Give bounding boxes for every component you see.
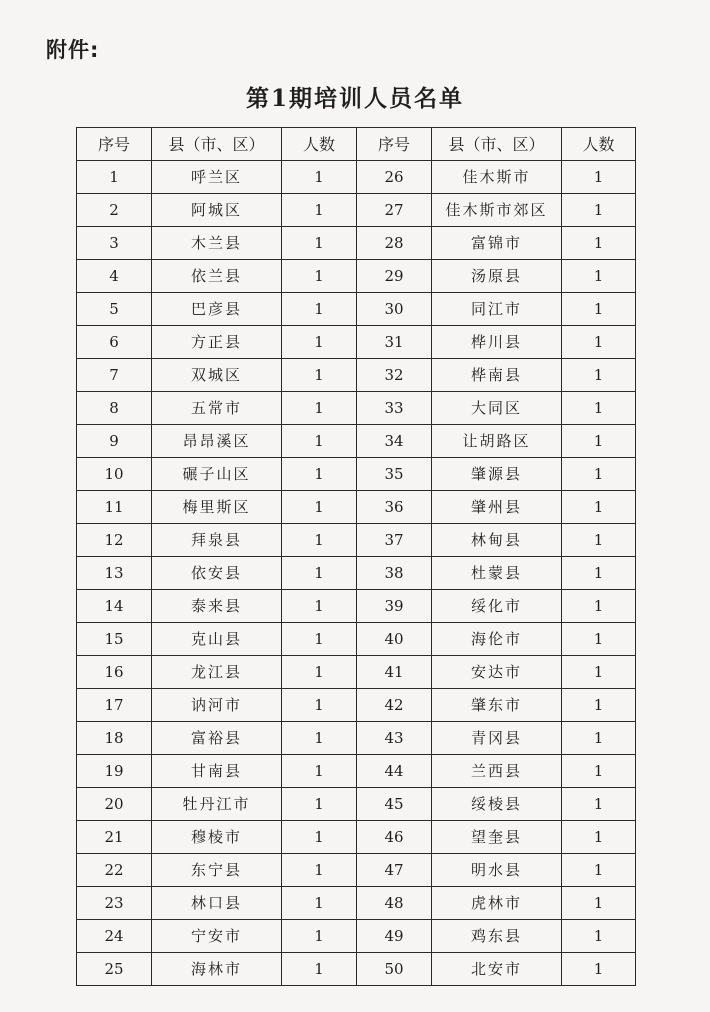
headcount-cell: 1 <box>282 788 357 821</box>
headcount-cell: 1 <box>282 854 357 887</box>
serial-no-cell: 43 <box>357 722 432 755</box>
headcount-cell: 1 <box>282 458 357 491</box>
headcount-cell: 1 <box>562 227 636 260</box>
county-cell: 方正县 <box>152 326 282 359</box>
county-cell: 桦川县 <box>432 326 562 359</box>
document-title: 第1期培训人员名单 <box>245 85 464 112</box>
serial-no-cell: 31 <box>357 326 432 359</box>
county-cell: 泰来县 <box>152 590 282 623</box>
serial-no-cell: 3 <box>77 227 152 260</box>
headcount-cell: 1 <box>282 920 357 953</box>
county-cell: 林甸县 <box>432 524 562 557</box>
serial-no-cell: 21 <box>77 821 152 854</box>
table-row <box>77 755 636 788</box>
county-cell: 牡丹江市 <box>152 788 282 821</box>
headcount-cell: 1 <box>562 161 636 194</box>
table-row <box>77 227 636 260</box>
headcount-cell: 1 <box>562 458 636 491</box>
table-row <box>77 887 636 920</box>
table-row <box>77 392 636 425</box>
serial-no-cell: 12 <box>77 524 152 557</box>
county-cell: 望奎县 <box>432 821 562 854</box>
county-cell: 虎林市 <box>432 887 562 920</box>
table-header-row <box>77 128 636 161</box>
table-row <box>77 821 636 854</box>
county-cell: 肇源县 <box>432 458 562 491</box>
serial-no-cell: 6 <box>77 326 152 359</box>
serial-no-cell: 29 <box>357 260 432 293</box>
table-row <box>77 458 636 491</box>
headcount-cell: 1 <box>562 392 636 425</box>
serial-no-cell: 11 <box>77 491 152 524</box>
county-cell: 让胡路区 <box>432 425 562 458</box>
headcount-cell: 1 <box>282 524 357 557</box>
county-cell: 克山县 <box>152 623 282 656</box>
table-row <box>77 854 636 887</box>
serial-no-cell: 50 <box>357 953 432 986</box>
serial-no-cell: 36 <box>357 491 432 524</box>
serial-no-cell: 48 <box>357 887 432 920</box>
table-row <box>77 920 636 953</box>
serial-no-cell: 39 <box>357 590 432 623</box>
county-cell: 青冈县 <box>432 722 562 755</box>
headcount-cell: 1 <box>562 689 636 722</box>
headcount-cell: 1 <box>562 887 636 920</box>
headcount-cell: 1 <box>562 821 636 854</box>
table-row <box>77 293 636 326</box>
county-cell: 汤原县 <box>432 260 562 293</box>
county-cell: 肇东市 <box>432 689 562 722</box>
county-cell: 拜泉县 <box>152 524 282 557</box>
table-row <box>77 260 636 293</box>
table-row <box>77 524 636 557</box>
table-row <box>77 623 636 656</box>
table-row <box>77 326 636 359</box>
county-cell: 鸡东县 <box>432 920 562 953</box>
county-cell: 五常市 <box>152 392 282 425</box>
serial-no-cell: 32 <box>357 359 432 392</box>
county-cell: 依安县 <box>152 557 282 590</box>
headcount-cell: 1 <box>562 557 636 590</box>
headcount-cell: 1 <box>282 755 357 788</box>
headcount-cell: 1 <box>282 359 357 392</box>
serial-no-cell: 20 <box>77 788 152 821</box>
serial-no-cell: 24 <box>77 920 152 953</box>
county-cell: 明水县 <box>432 854 562 887</box>
county-cell: 宁安市 <box>152 920 282 953</box>
header-headcount: 人数 <box>282 128 357 161</box>
headcount-cell: 1 <box>562 491 636 524</box>
headcount-cell: 1 <box>562 425 636 458</box>
serial-no-cell: 34 <box>357 425 432 458</box>
headcount-cell: 1 <box>282 590 357 623</box>
table-row <box>77 557 636 590</box>
serial-no-cell: 26 <box>357 161 432 194</box>
county-cell: 大同区 <box>432 392 562 425</box>
header-county: 县（市、区） <box>152 128 282 161</box>
headcount-cell: 1 <box>562 524 636 557</box>
county-cell: 呼兰区 <box>152 161 282 194</box>
table-row <box>77 161 636 194</box>
county-cell: 绥棱县 <box>432 788 562 821</box>
headcount-cell: 1 <box>282 293 357 326</box>
county-cell: 龙江县 <box>152 656 282 689</box>
serial-no-cell: 1 <box>77 161 152 194</box>
headcount-cell: 1 <box>282 953 357 986</box>
trainee-roster-table <box>76 127 636 986</box>
county-cell: 阿城区 <box>152 194 282 227</box>
county-cell: 碾子山区 <box>152 458 282 491</box>
county-cell: 兰西县 <box>432 755 562 788</box>
attachment-label: 附件: <box>46 38 100 62</box>
serial-no-cell: 14 <box>77 590 152 623</box>
county-cell: 绥化市 <box>432 590 562 623</box>
county-cell: 穆棱市 <box>152 821 282 854</box>
county-cell: 肇州县 <box>432 491 562 524</box>
headcount-cell: 1 <box>562 755 636 788</box>
serial-no-cell: 8 <box>77 392 152 425</box>
headcount-cell: 1 <box>282 722 357 755</box>
headcount-cell: 1 <box>282 821 357 854</box>
county-cell: 杜蒙县 <box>432 557 562 590</box>
table-row <box>77 359 636 392</box>
headcount-cell: 1 <box>562 326 636 359</box>
county-cell: 双城区 <box>152 359 282 392</box>
serial-no-cell: 28 <box>357 227 432 260</box>
headcount-cell: 1 <box>562 260 636 293</box>
headcount-cell: 1 <box>282 689 357 722</box>
headcount-cell: 1 <box>282 392 357 425</box>
serial-no-cell: 22 <box>77 854 152 887</box>
serial-no-cell: 15 <box>77 623 152 656</box>
county-cell: 昂昂溪区 <box>152 425 282 458</box>
headcount-cell: 1 <box>562 623 636 656</box>
serial-no-cell: 23 <box>77 887 152 920</box>
table-row <box>77 689 636 722</box>
headcount-cell: 1 <box>562 788 636 821</box>
table-row <box>77 788 636 821</box>
serial-no-cell: 17 <box>77 689 152 722</box>
serial-no-cell: 47 <box>357 854 432 887</box>
serial-no-cell: 37 <box>357 524 432 557</box>
county-cell: 海伦市 <box>432 623 562 656</box>
county-cell: 桦南县 <box>432 359 562 392</box>
headcount-cell: 1 <box>562 854 636 887</box>
headcount-cell: 1 <box>282 194 357 227</box>
table-row <box>77 953 636 986</box>
serial-no-cell: 9 <box>77 425 152 458</box>
headcount-cell: 1 <box>282 623 357 656</box>
table-row <box>77 425 636 458</box>
serial-no-cell: 4 <box>77 260 152 293</box>
header-serial-no: 序号 <box>357 128 432 161</box>
headcount-cell: 1 <box>282 161 357 194</box>
serial-no-cell: 25 <box>77 953 152 986</box>
serial-no-cell: 2 <box>77 194 152 227</box>
headcount-cell: 1 <box>562 194 636 227</box>
serial-no-cell: 45 <box>357 788 432 821</box>
headcount-cell: 1 <box>562 953 636 986</box>
county-cell: 富锦市 <box>432 227 562 260</box>
serial-no-cell: 38 <box>357 557 432 590</box>
headcount-cell: 1 <box>282 887 357 920</box>
county-cell: 佳木斯市郊区 <box>432 194 562 227</box>
county-cell: 同江市 <box>432 293 562 326</box>
county-cell: 富裕县 <box>152 722 282 755</box>
county-cell: 安达市 <box>432 656 562 689</box>
county-cell: 林口县 <box>152 887 282 920</box>
table-row <box>77 590 636 623</box>
serial-no-cell: 46 <box>357 821 432 854</box>
headcount-cell: 1 <box>562 293 636 326</box>
county-cell: 海林市 <box>152 953 282 986</box>
county-cell: 木兰县 <box>152 227 282 260</box>
serial-no-cell: 5 <box>77 293 152 326</box>
serial-no-cell: 13 <box>77 557 152 590</box>
serial-no-cell: 10 <box>77 458 152 491</box>
serial-no-cell: 49 <box>357 920 432 953</box>
table-row <box>77 722 636 755</box>
table-row <box>77 194 636 227</box>
county-cell: 甘南县 <box>152 755 282 788</box>
serial-no-cell: 7 <box>77 359 152 392</box>
headcount-cell: 1 <box>282 425 357 458</box>
headcount-cell: 1 <box>562 722 636 755</box>
headcount-cell: 1 <box>562 359 636 392</box>
county-cell: 佳木斯市 <box>432 161 562 194</box>
serial-no-cell: 33 <box>357 392 432 425</box>
header-headcount: 人数 <box>562 128 636 161</box>
serial-no-cell: 44 <box>357 755 432 788</box>
serial-no-cell: 42 <box>357 689 432 722</box>
serial-no-cell: 19 <box>77 755 152 788</box>
table-row <box>77 656 636 689</box>
county-cell: 东宁县 <box>152 854 282 887</box>
serial-no-cell: 18 <box>77 722 152 755</box>
table-row <box>77 491 636 524</box>
serial-no-cell: 16 <box>77 656 152 689</box>
county-cell: 讷河市 <box>152 689 282 722</box>
serial-no-cell: 40 <box>357 623 432 656</box>
headcount-cell: 1 <box>562 656 636 689</box>
county-cell: 梅里斯区 <box>152 491 282 524</box>
county-cell: 巴彦县 <box>152 293 282 326</box>
serial-no-cell: 35 <box>357 458 432 491</box>
headcount-cell: 1 <box>282 656 357 689</box>
serial-no-cell: 30 <box>357 293 432 326</box>
headcount-cell: 1 <box>282 491 357 524</box>
county-cell: 依兰县 <box>152 260 282 293</box>
headcount-cell: 1 <box>282 227 357 260</box>
headcount-cell: 1 <box>282 326 357 359</box>
headcount-cell: 1 <box>562 590 636 623</box>
header-county: 县（市、区） <box>432 128 562 161</box>
county-cell: 北安市 <box>432 953 562 986</box>
headcount-cell: 1 <box>562 920 636 953</box>
headcount-cell: 1 <box>282 260 357 293</box>
headcount-cell: 1 <box>282 557 357 590</box>
serial-no-cell: 27 <box>357 194 432 227</box>
header-serial-no: 序号 <box>77 128 152 161</box>
serial-no-cell: 41 <box>357 656 432 689</box>
